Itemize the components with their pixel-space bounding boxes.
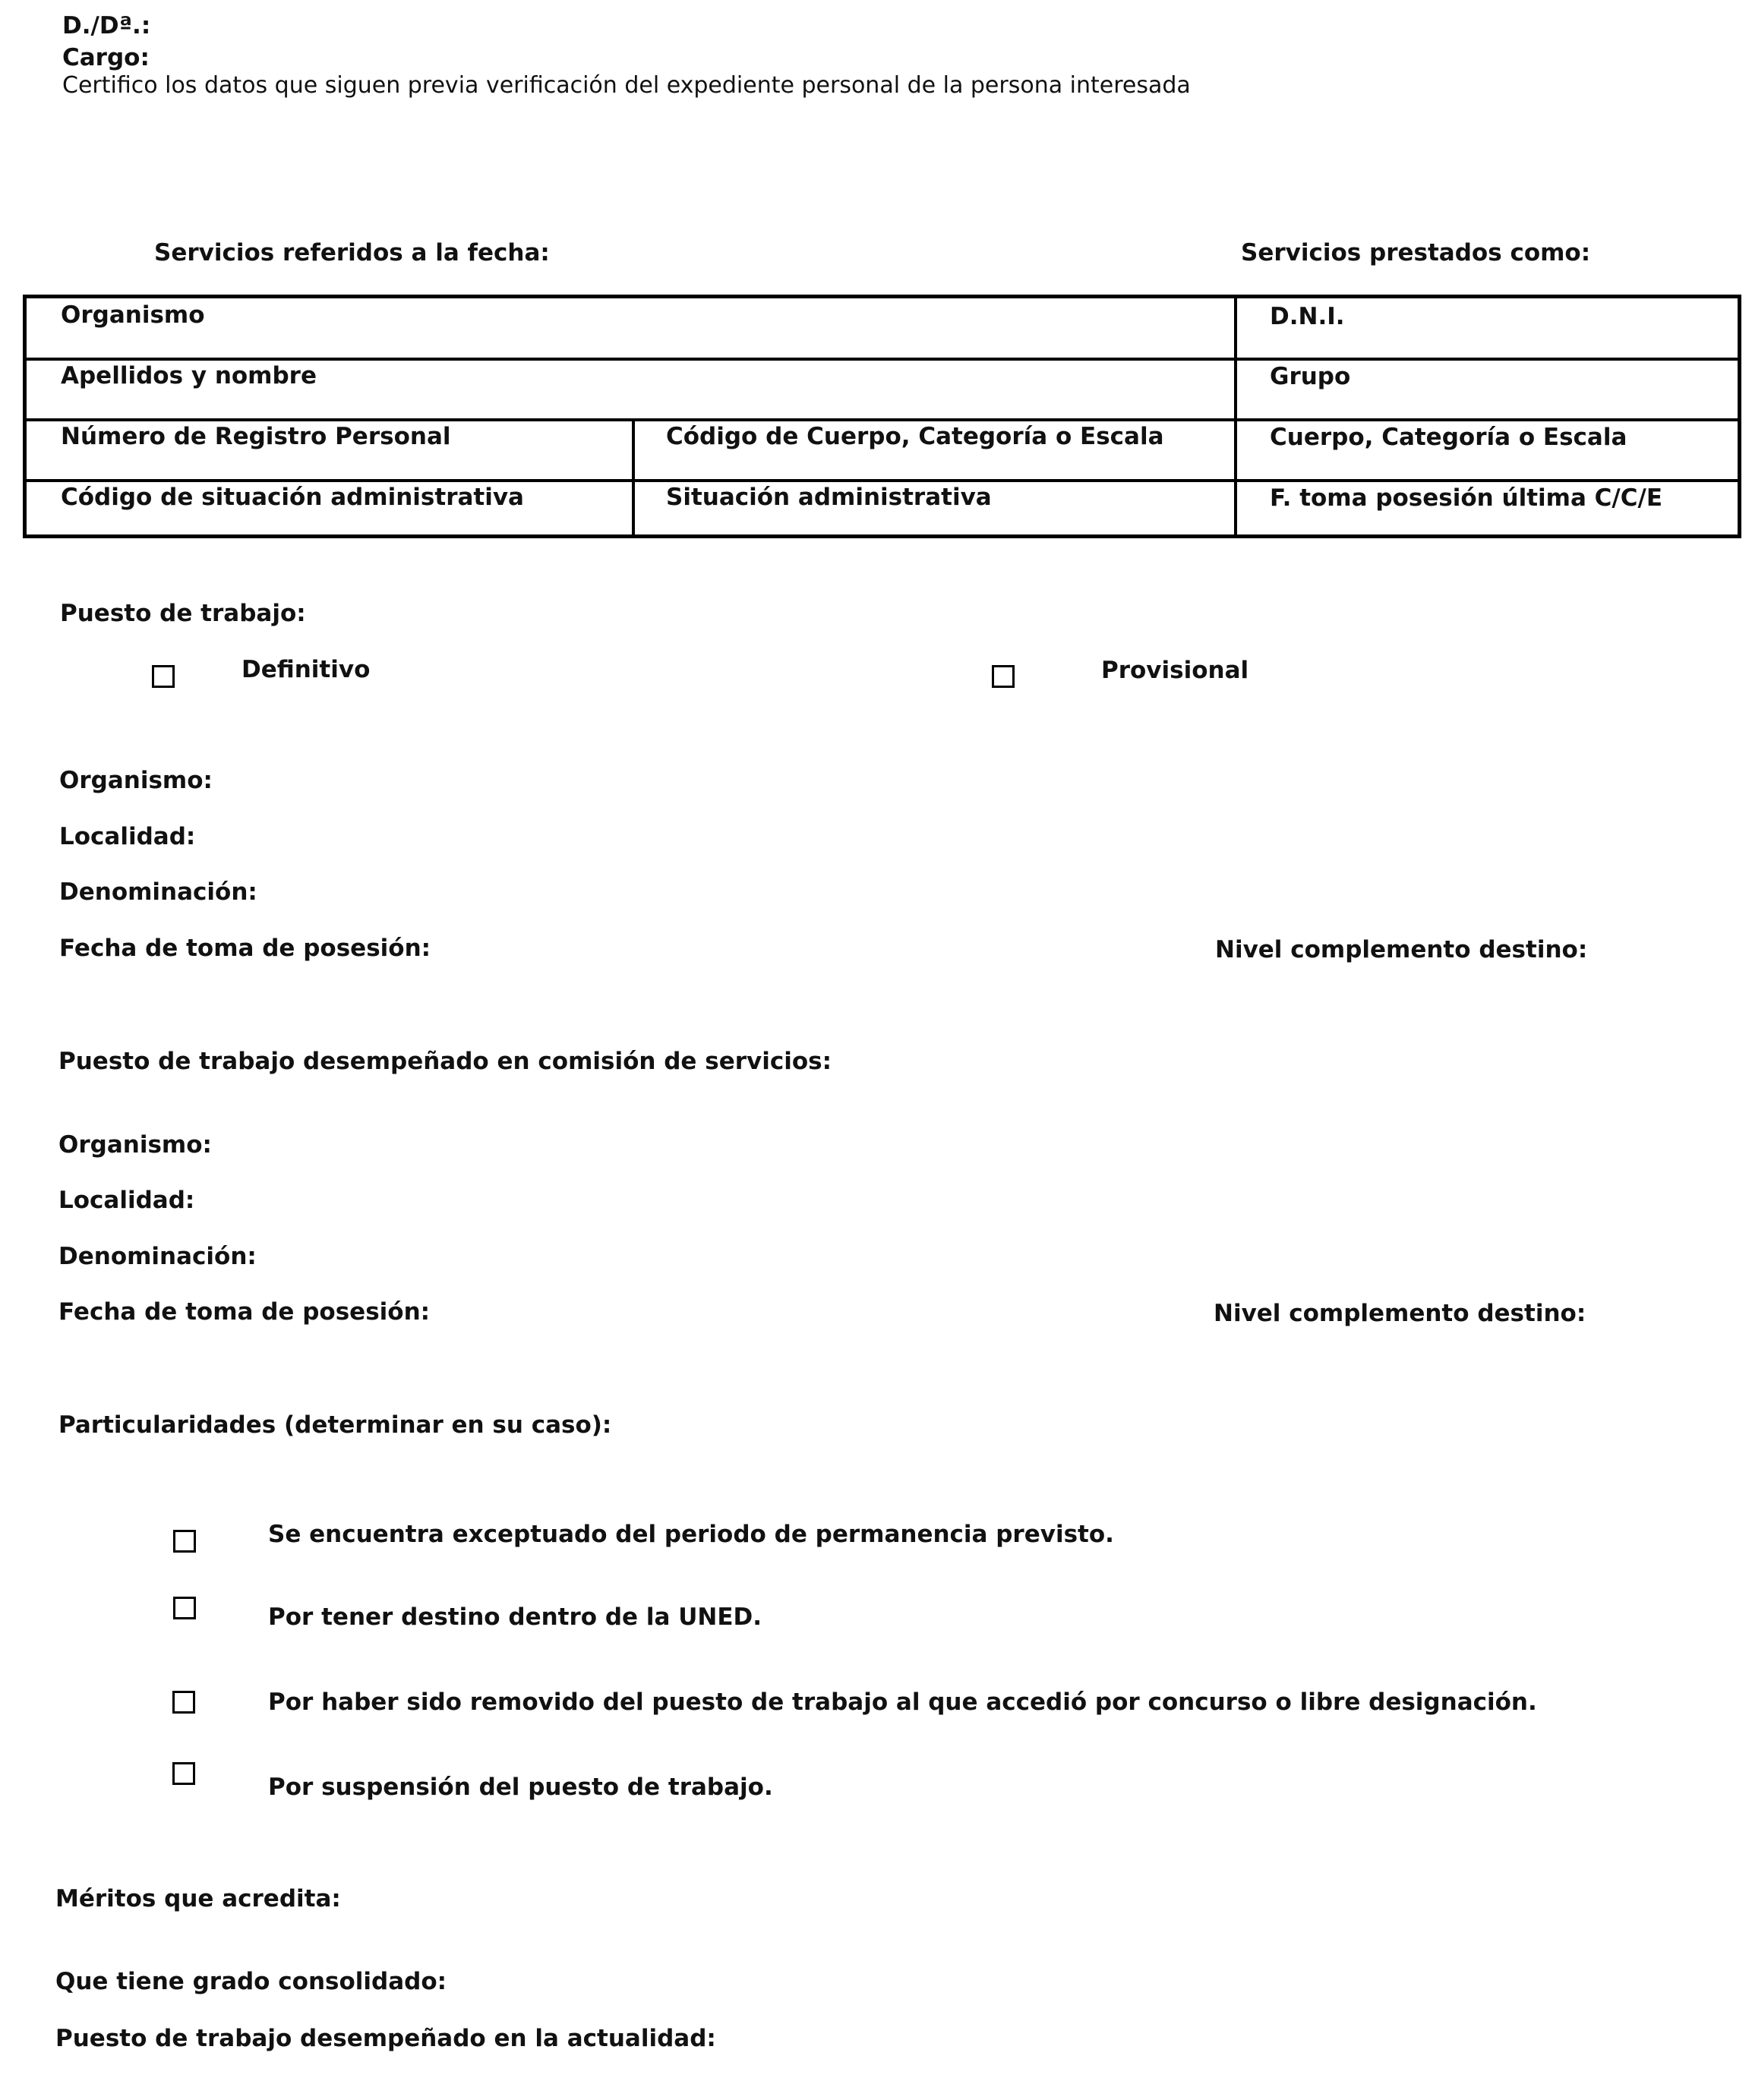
definitivo-checkbox[interactable] (152, 665, 175, 688)
table-cell-grupo: Grupo (1270, 363, 1351, 390)
table-cell-organismo: Organismo (61, 301, 205, 329)
particularity-label-3: Por haber sido removido del puesto de trabajo al que accedió por concurso o libre designación. (268, 1689, 1537, 1716)
particularities-title: Particularidades (determinar en su caso): (58, 1411, 612, 1439)
particularity-label-1: Se encuentra exceptuado del periodo de permanencia previsto. (268, 1521, 1114, 1548)
job-localidad-label: Localidad: (59, 823, 196, 850)
table-cell-codigo-situacion: Código de situación administrativa (61, 484, 524, 511)
job-fecha-posesion-label: Fecha de toma de posesión: (59, 935, 431, 962)
holder-name-label: D./Dª.: (62, 12, 151, 39)
provisional-checkbox[interactable] (992, 665, 1015, 688)
current-job-label: Puesto de trabajo desempeñado en la actualidad: (55, 2025, 716, 2052)
table-cell-apellidos-nombre: Apellidos y nombre (61, 362, 317, 389)
services-provided-as-label: Servicios prestados como: (1241, 239, 1591, 266)
commission-denominacion-label: Denominación: (58, 1243, 257, 1270)
table-cell-registro-personal: Número de Registro Personal (61, 423, 451, 450)
table-row-divider (27, 418, 1738, 421)
services-referred-date-label: Servicios referidos a la fecha: (154, 239, 550, 266)
merits-title: Méritos que acredita: (55, 1885, 341, 1912)
particularity-checkbox-2[interactable] (173, 1597, 196, 1619)
commission-fecha-posesion-label: Fecha de toma de posesión: (58, 1298, 431, 1326)
table-cell-dni: D.N.I. (1270, 303, 1345, 330)
job-organismo-label: Organismo: (59, 767, 213, 794)
particularity-checkbox-4[interactable] (172, 1762, 195, 1785)
job-nivel-complemento-label: Nivel complemento destino: (1215, 936, 1588, 963)
job-denominacion-label: Denominación: (59, 878, 257, 906)
certification-statement: Certifico los datos que siguen previa verificación del expediente personal de la persona interesada (62, 72, 1191, 99)
consolidated-grade-label: Que tiene grado consolidado: (55, 1968, 447, 1995)
job-section-title: Puesto de trabajo: (60, 600, 306, 627)
particularity-label-4: Por suspensión del puesto de trabajo. (268, 1774, 773, 1801)
commission-nivel-complemento-label: Nivel complemento destino: (1214, 1300, 1586, 1327)
definitivo-label: Definitivo (241, 656, 371, 683)
particularity-checkbox-1[interactable] (173, 1530, 196, 1553)
table-column-divider (1234, 298, 1237, 534)
table-cell-fecha-toma-posesion: F. toma posesión última C/C/E (1270, 484, 1662, 512)
table-row-divider (27, 358, 1738, 361)
table-cell-codigo-cuerpo: Código de Cuerpo, Categoría o Escala (666, 423, 1164, 450)
table-cell-cuerpo-categoria: Cuerpo, Categoría o Escala (1270, 424, 1627, 451)
table-row-divider (27, 479, 1738, 482)
table-cell-situacion-administrativa: Situación administrativa (666, 484, 992, 511)
commission-organismo-label: Organismo: (58, 1131, 212, 1159)
position-label: Cargo: (62, 44, 150, 71)
particularity-checkbox-3[interactable] (172, 1691, 195, 1714)
table-column-divider (632, 418, 635, 534)
particularity-label-2: Por tener destino dentro de la UNED. (268, 1603, 762, 1631)
services-table (23, 295, 1741, 538)
commission-section-title: Puesto de trabajo desempeñado en comisión de servicios: (58, 1048, 832, 1075)
commission-localidad-label: Localidad: (58, 1187, 195, 1214)
provisional-label: Provisional (1101, 657, 1249, 684)
